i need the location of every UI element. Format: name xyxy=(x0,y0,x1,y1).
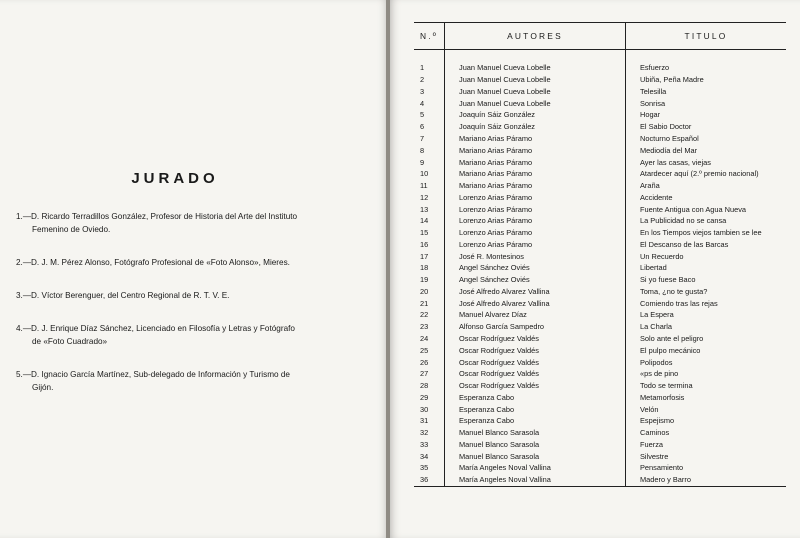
table-row xyxy=(414,262,786,274)
table-row xyxy=(414,238,786,250)
entry-title: Si yo fuese Baco xyxy=(626,274,787,286)
entry-number: 2 xyxy=(420,75,425,85)
entry-title: La Espera xyxy=(626,309,787,321)
entry-author: Mariano Arias Páramo xyxy=(445,180,626,192)
entry-number: 33 xyxy=(420,439,429,449)
entry-title: Accidente xyxy=(626,191,787,203)
entry-number: 22 xyxy=(420,310,429,320)
entry-number: 35 xyxy=(420,463,429,473)
jurado-member xyxy=(16,210,334,236)
entry-author: Esperanza Cabo xyxy=(445,403,626,415)
entry-author: María Angeles Noval Vallina xyxy=(445,474,626,486)
entry-title: El pulpo mecánico xyxy=(626,344,787,356)
table-row xyxy=(414,109,786,121)
entry-author: Mariano Arias Páramo xyxy=(445,168,626,180)
entry-title: Sonrisa xyxy=(626,97,787,109)
left-page xyxy=(0,0,388,538)
entry-author: Joaquín Sáiz González xyxy=(445,109,626,121)
jurado-member xyxy=(16,289,334,302)
table-row xyxy=(414,403,786,415)
entry-title: Metamorfosis xyxy=(626,391,787,403)
table-row xyxy=(414,215,786,227)
entry-title: Fuente Antigua con Agua Nueva xyxy=(626,203,787,215)
table-row xyxy=(414,309,786,321)
entry-title: Nocturno Español xyxy=(626,133,787,145)
entry-title: Toma, ¿no te gusta? xyxy=(626,286,787,298)
entry-author: Mariano Arias Páramo xyxy=(445,133,626,145)
entry-author: Mariano Arias Páramo xyxy=(445,144,626,156)
table-row xyxy=(414,380,786,392)
entry-author: José Alfredo Alvarez Vallina xyxy=(445,286,626,298)
table-row xyxy=(414,450,786,462)
entry-title: Fuerza xyxy=(626,439,787,451)
header-titulo: TITULO xyxy=(626,23,787,50)
entry-author: José Alfredo Alvarez Vallina xyxy=(445,297,626,309)
jurado-heading: JURADO xyxy=(131,170,219,187)
entry-title: Solo ante el peligro xyxy=(626,333,787,345)
table-row xyxy=(414,415,786,427)
spacer-cell xyxy=(445,50,626,63)
jurado-member-line1: 1.—D. Ricardo Terradillos González, Profesor de Historia del Arte del Instituto xyxy=(16,212,298,221)
table-row xyxy=(414,121,786,133)
table-body xyxy=(414,50,786,487)
entry-title: Ubiña, Peña Madre xyxy=(626,74,787,86)
table-row xyxy=(414,439,786,451)
spacer-cell xyxy=(626,50,787,63)
table-row xyxy=(414,297,786,309)
entry-number: 6 xyxy=(420,122,425,132)
entry-number: 4 xyxy=(420,98,425,108)
entry-author: Angel Sánchez Oviés xyxy=(445,262,626,274)
table-row xyxy=(414,74,786,86)
entry-author: José R. Montesinos xyxy=(445,250,626,262)
jurado-member xyxy=(16,256,334,269)
entry-author: Joaquín Sáiz González xyxy=(445,121,626,133)
table-row xyxy=(414,274,786,286)
entry-author: Juan Manuel Cueva Lobelle xyxy=(445,97,626,109)
entry-author: Juan Manuel Cueva Lobelle xyxy=(445,86,626,98)
entry-number: 25 xyxy=(420,345,429,355)
entry-title: Un Recuerdo xyxy=(626,250,787,262)
entry-title: Caminos xyxy=(626,427,787,439)
entry-number: 27 xyxy=(420,369,429,379)
entry-author: Lorenzo Arias Páramo xyxy=(445,227,626,239)
entry-title: Todo se termina xyxy=(626,380,787,392)
table-row xyxy=(414,321,786,333)
entry-author: Alfonso García Sampedro xyxy=(445,321,626,333)
entry-title: Velón xyxy=(626,403,787,415)
table-row xyxy=(414,133,786,145)
entry-title: El Descanso de las Barcas xyxy=(626,238,787,250)
entry-number: 16 xyxy=(420,239,429,249)
entry-number: 15 xyxy=(420,228,429,238)
table-row xyxy=(414,156,786,168)
entry-title: Libertad xyxy=(626,262,787,274)
table-row xyxy=(414,368,786,380)
jurado-list xyxy=(16,210,334,414)
entry-number: 28 xyxy=(420,381,429,391)
table-row xyxy=(414,286,786,298)
entry-title: La Charla xyxy=(626,321,787,333)
header-autores: AUTORES xyxy=(445,23,626,50)
entry-title: Madero y Barro xyxy=(626,474,787,486)
entry-author: Manuel Blanco Sarasola xyxy=(445,439,626,451)
spacer-cell xyxy=(414,50,445,63)
table-row xyxy=(414,62,786,74)
entry-title: Comiendo tras las rejas xyxy=(626,297,787,309)
jurado-member-line2: Femenino de Oviedo. xyxy=(32,225,111,234)
table-row xyxy=(414,344,786,356)
entry-author: Manuel Blanco Sarasola xyxy=(445,427,626,439)
entry-number: 24 xyxy=(420,333,429,343)
entry-number: 29 xyxy=(420,392,429,402)
entry-number: 3 xyxy=(420,86,425,96)
table-row xyxy=(414,356,786,368)
table-row xyxy=(414,144,786,156)
table-row xyxy=(414,462,786,474)
entry-title: Araña xyxy=(626,180,787,192)
entry-author: Juan Manuel Cueva Lobelle xyxy=(445,62,626,74)
table-row xyxy=(414,97,786,109)
jurado-member xyxy=(16,322,334,348)
entry-number: 36 xyxy=(414,474,445,486)
entry-number: 5 xyxy=(420,110,425,120)
entry-author: Lorenzo Arias Páramo xyxy=(445,215,626,227)
entry-number: 26 xyxy=(420,357,429,367)
table-row xyxy=(414,180,786,192)
entry-number: 18 xyxy=(420,263,429,273)
table-row xyxy=(414,168,786,180)
entry-author: María Angeles Noval Vallina xyxy=(445,462,626,474)
entry-author: Lorenzo Arias Páramo xyxy=(445,203,626,215)
table-row xyxy=(414,250,786,262)
table-row xyxy=(414,203,786,215)
entry-author: Oscar Rodríguez Valdés xyxy=(445,356,626,368)
jurado-member-line1: 2.—D. J. M. Pérez Alonso, Fotógrafo Profesional de «Foto Alonso», Mieres. xyxy=(16,258,290,267)
jurado-member-line2: Gijón. xyxy=(32,383,54,392)
jurado-member-line1: 5.—D. Ignacio García Martínez, Sub-delegado de Información y Turismo de xyxy=(16,370,290,379)
entry-number: 13 xyxy=(420,204,429,214)
entry-number: 17 xyxy=(420,251,429,261)
entry-author: Lorenzo Arias Páramo xyxy=(445,238,626,250)
entry-number: 12 xyxy=(420,192,429,202)
entry-number: 31 xyxy=(420,416,429,426)
entry-number: 10 xyxy=(420,169,429,179)
entry-author: Lorenzo Arias Páramo xyxy=(445,191,626,203)
entry-title: Silvestre xyxy=(626,450,787,462)
entry-author: Oscar Rodríguez Valdés xyxy=(445,344,626,356)
jurado-member-line1: 4.—D. J. Enrique Díaz Sánchez, Licenciado en Filosofía y Letras y Fotógrafo xyxy=(16,324,295,333)
entry-number: 20 xyxy=(420,286,429,296)
entry-author: Esperanza Cabo xyxy=(445,391,626,403)
entry-author: Juan Manuel Cueva Lobelle xyxy=(445,74,626,86)
entry-title: Mediodía del Mar xyxy=(626,144,787,156)
entry-number: 23 xyxy=(420,322,429,332)
entry-author: Oscar Rodríguez Valdés xyxy=(445,333,626,345)
entry-number: 34 xyxy=(420,451,429,461)
entries-table xyxy=(414,22,786,487)
entry-title: Espejismo xyxy=(626,415,787,427)
entry-author: Oscar Rodríguez Valdés xyxy=(445,368,626,380)
entry-title: La Publicidad no se cansa xyxy=(626,215,787,227)
entry-author: Manuel Blanco Sarasola xyxy=(445,450,626,462)
entry-number: 1 xyxy=(420,63,425,73)
entry-number: 21 xyxy=(420,298,429,308)
entry-number: 14 xyxy=(420,216,429,226)
entry-author: Mariano Arias Páramo xyxy=(445,156,626,168)
entry-title: Polipodos xyxy=(626,356,787,368)
entry-author: Angel Sánchez Oviés xyxy=(445,274,626,286)
jurado-member-line1: 3.—D. Víctor Berenguer, del Centro Regional de R. T. V. E. xyxy=(16,291,230,300)
entry-title: Atardecer aquí (2.º premio nacional) xyxy=(626,168,787,180)
entry-title: Telesilla xyxy=(626,86,787,98)
jurado-member xyxy=(16,368,334,394)
entry-author: Manuel Alvarez Díaz xyxy=(445,309,626,321)
table-row xyxy=(414,391,786,403)
entry-number: 7 xyxy=(420,133,425,143)
table-spacer-row xyxy=(414,50,786,63)
entry-title: Esfuerzo xyxy=(626,62,787,74)
table-row xyxy=(414,191,786,203)
entry-number: 19 xyxy=(420,275,429,285)
entry-title: El Sabio Doctor xyxy=(626,121,787,133)
table-row xyxy=(414,227,786,239)
entry-author: Oscar Rodríguez Valdés xyxy=(445,380,626,392)
entry-number: 32 xyxy=(420,428,429,438)
entry-title: Pensamiento xyxy=(626,462,787,474)
table-row xyxy=(414,427,786,439)
table-row xyxy=(414,474,786,486)
entry-number: 9 xyxy=(420,157,425,167)
entry-author: Esperanza Cabo xyxy=(445,415,626,427)
entry-number: 30 xyxy=(420,404,429,414)
jurado-member-line2: de «Foto Cuadrado» xyxy=(32,337,108,346)
entry-title: Ayer las casas, viejas xyxy=(626,156,787,168)
entries-table-wrapper xyxy=(414,22,786,526)
entry-title: «ps de pino xyxy=(626,368,787,380)
entry-title: Hogar xyxy=(626,109,787,121)
entry-title: En los Tiempos viejos tambien se lee xyxy=(626,227,787,239)
entry-number: 8 xyxy=(420,145,425,155)
header-number: N.º xyxy=(414,23,445,50)
table-row xyxy=(414,86,786,98)
table-row xyxy=(414,333,786,345)
table-header-row xyxy=(414,23,786,50)
entry-number: 11 xyxy=(420,181,428,191)
